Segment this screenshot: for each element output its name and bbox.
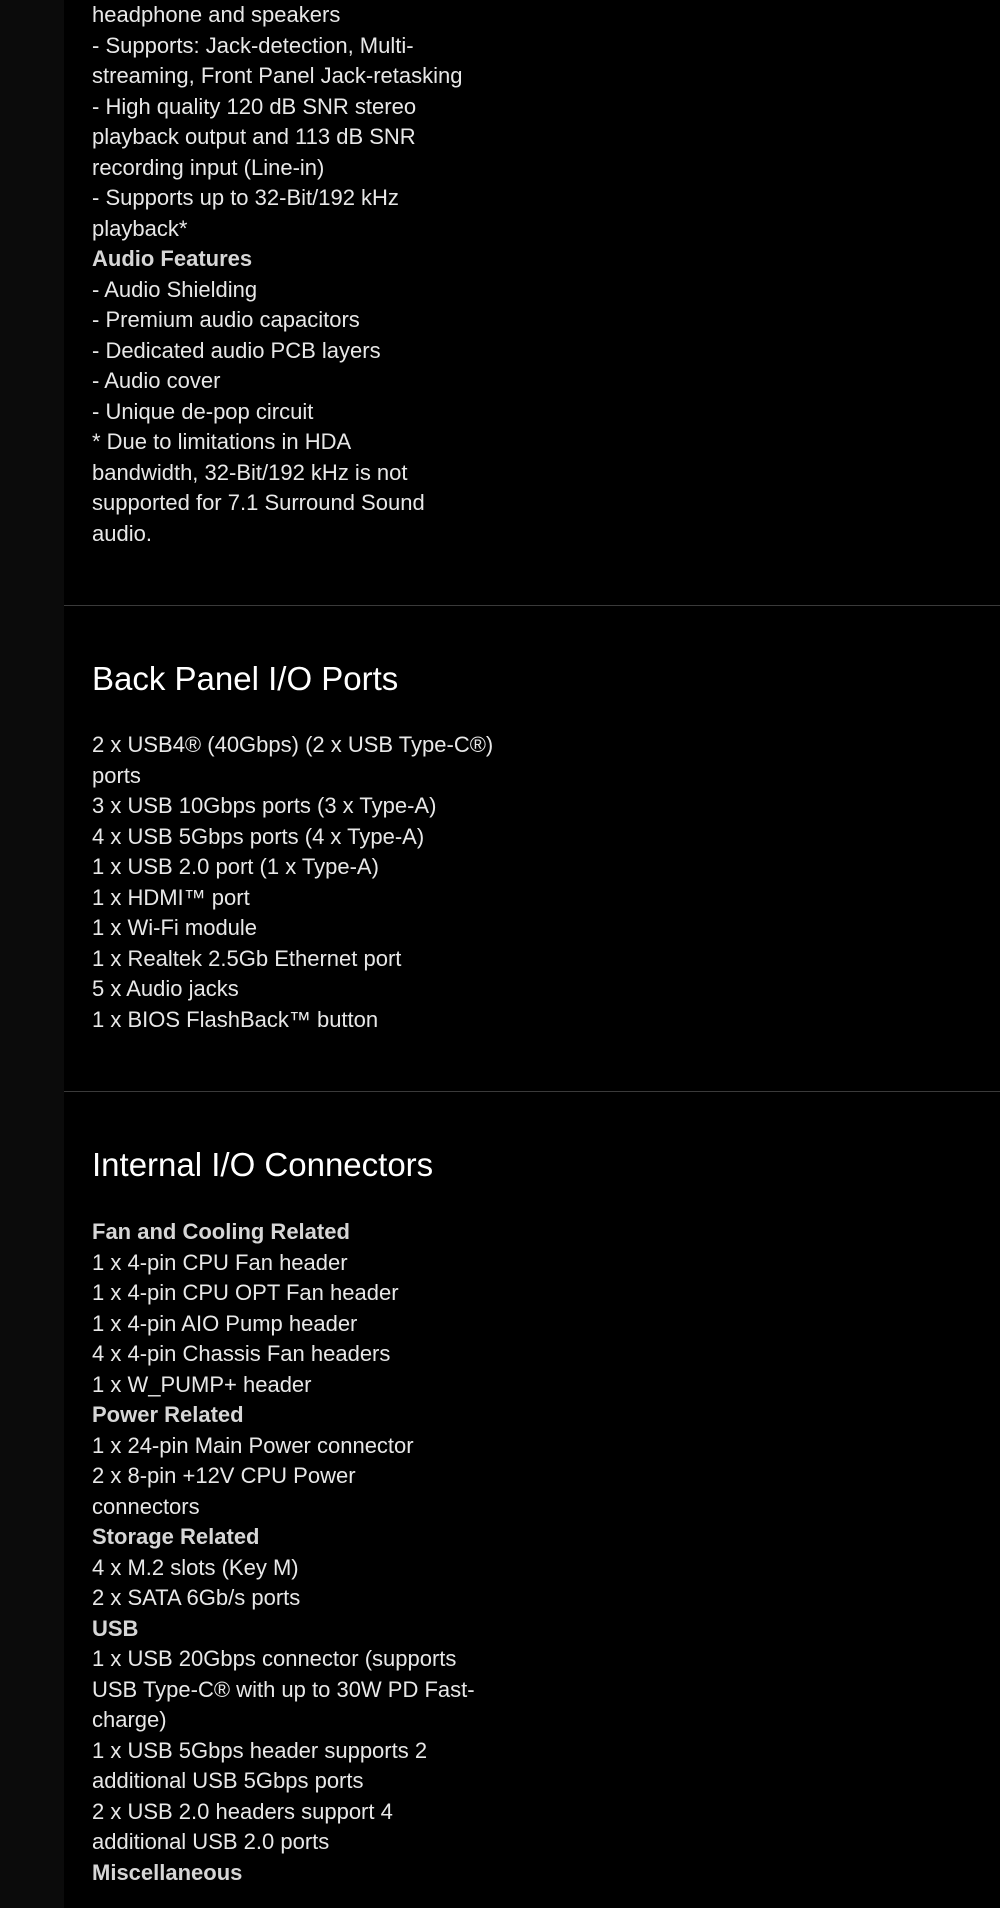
audio-section <box>92 0 502 549</box>
spec-line: - Unique de-pop circuit <box>92 398 314 424</box>
spec-line: 4 x 4-pin Chassis Fan headers <box>92 1341 391 1366</box>
spec-line: - Supports: Jack-detection, Multi- <box>92 32 414 58</box>
spec-line: playback output and 113 dB SNR <box>92 124 416 149</box>
audio-spec-list <box>92 0 502 549</box>
section-divider <box>64 605 1000 606</box>
spec-line: additional USB 2.0 ports <box>92 1829 330 1854</box>
spec-line: 1 x Wi-Fi module <box>92 915 258 940</box>
spec-subheading: Power Related <box>92 1402 244 1427</box>
left-gutter <box>0 0 64 1908</box>
spec-subheading: Storage Related <box>92 1524 260 1549</box>
spec-line: streaming, Front Panel Jack-retasking <box>92 63 463 88</box>
spec-line: playback* <box>92 215 188 241</box>
spec-line: connectors <box>92 1493 200 1519</box>
spec-line: supported for 7.1 Surround Sound <box>92 490 425 515</box>
spec-line: 1 x 4-pin AIO Pump header <box>92 1310 358 1336</box>
spec-line: 1 x USB 2.0 port (1 x Type-A) <box>92 854 379 879</box>
spec-line: 1 x 4-pin CPU Fan header <box>92 1249 348 1275</box>
spec-line: 1 x USB 20Gbps connector (supports <box>92 1646 457 1671</box>
spec-line: - Audio Shielding <box>92 276 258 302</box>
spec-line: 5 x Audio jacks <box>92 976 239 1001</box>
spec-line: - Premium audio capacitors <box>92 307 360 332</box>
spec-subheading: Miscellaneous <box>92 1859 243 1885</box>
spec-line: 2 x USB4® (40Gbps) (2 x USB Type-C®) <box>92 732 494 757</box>
spec-line: 3 x USB 10Gbps ports (3 x Type-A) <box>92 793 437 818</box>
spec-line: 1 x Realtek 2.5Gb Ethernet port <box>92 945 402 971</box>
spec-line: headphone and speakers <box>92 2 341 27</box>
spec-subheading: USB <box>92 1615 139 1641</box>
spec-line: 4 x M.2 slots (Key M) <box>92 1554 299 1580</box>
spec-line: 1 x W_PUMP+ header <box>92 1371 312 1397</box>
spec-line: audio. <box>92 520 152 546</box>
spec-line: additional USB 5Gbps ports <box>92 1768 364 1793</box>
spec-line: - Dedicated audio PCB layers <box>92 337 381 363</box>
spec-line: recording input (Line-in) <box>92 154 325 180</box>
spec-line: 1 x HDMI™ port <box>92 884 250 910</box>
section-divider <box>64 1091 1000 1092</box>
spec-line: 1 x 4-pin CPU OPT Fan header <box>92 1280 399 1305</box>
spec-line: 2 x USB 2.0 headers support 4 <box>92 1798 393 1824</box>
spec-line: 2 x 8-pin +12V CPU Power <box>92 1463 356 1488</box>
spec-line: bandwidth, 32-Bit/192 kHz is not <box>92 459 408 485</box>
back-panel-title: Back Panel I/O Ports <box>92 660 399 697</box>
spec-line: 1 x USB 5Gbps header supports 2 <box>92 1737 428 1763</box>
internal-connector-list <box>92 1217 502 1888</box>
spec-line: 4 x USB 5Gbps ports (4 x Type-A) <box>92 823 425 849</box>
spec-line: 2 x SATA 6Gb/s ports <box>92 1585 301 1610</box>
internal-io-title: Internal I/O Connectors <box>92 1146 434 1183</box>
spec-line: - Supports up to 32-Bit/192 kHz <box>92 185 399 210</box>
back-panel-section <box>92 730 502 1035</box>
internal-io-section <box>92 1217 502 1888</box>
spec-line: 1 x 24-pin Main Power connector <box>92 1432 414 1458</box>
spec-line: 1 x BIOS FlashBack™ button <box>92 1006 379 1032</box>
spec-subheading: Audio Features <box>92 246 253 271</box>
spec-line: charge) <box>92 1707 167 1732</box>
spec-subheading: Fan and Cooling Related <box>92 1219 350 1244</box>
spec-line: - High quality 120 dB SNR stereo <box>92 93 417 119</box>
spec-line: ports <box>92 762 141 788</box>
spec-line: * Due to limitations in HDA <box>92 429 352 454</box>
spec-content <box>64 0 1000 1908</box>
back-panel-port-list <box>92 730 502 1035</box>
spec-line: USB Type-C® with up to 30W PD Fast- <box>92 1676 475 1702</box>
spec-line: - Audio cover <box>92 368 221 393</box>
